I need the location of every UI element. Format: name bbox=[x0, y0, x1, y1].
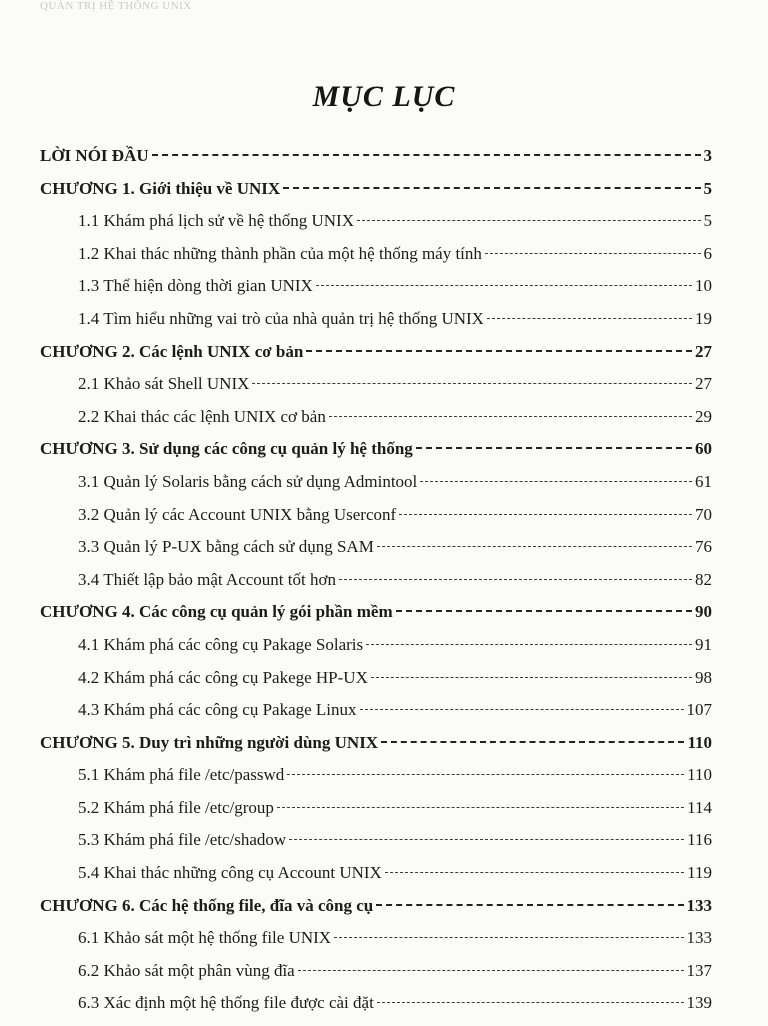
toc-leader-line bbox=[371, 677, 692, 678]
toc-entry-label: CHƯƠNG 4. Các công cụ quản lý gói phần mềm bbox=[40, 602, 393, 622]
toc-section-row bbox=[40, 570, 712, 603]
table-of-contents bbox=[40, 146, 712, 1026]
toc-section-row bbox=[40, 374, 712, 407]
toc-entry-label: CHƯƠNG 5. Duy trì những người dùng UNIX bbox=[40, 732, 379, 752]
toc-entry-label: 4.2 Khám phá các công cụ Pakege HP-UX bbox=[78, 667, 368, 687]
toc-section-row bbox=[40, 635, 712, 668]
toc-entry-label: 6.2 Khảo sát một phân vùng đĩa bbox=[78, 960, 295, 980]
toc-leader-line bbox=[252, 383, 692, 384]
toc-leader-line bbox=[377, 1002, 684, 1003]
toc-page-number: 107 bbox=[686, 700, 712, 720]
toc-leader-line bbox=[306, 350, 692, 352]
toc-leader-line bbox=[329, 416, 692, 417]
toc-section-row bbox=[40, 668, 712, 701]
toc-leader-line bbox=[376, 904, 683, 906]
toc-leader-line bbox=[298, 970, 684, 971]
toc-entry-label: 1.2 Khai thác những thành phần của một hệ thống máy tính bbox=[78, 243, 482, 263]
toc-entry-label: 3.4 Thiết lập bảo mật Account tốt hơn bbox=[78, 569, 336, 589]
toc-entry-label: 3.3 Quản lý P-UX bằng cách sử dụng SAM bbox=[78, 537, 374, 557]
toc-page-number: 27 bbox=[695, 374, 712, 394]
page-title: MỤC LỤC bbox=[312, 80, 456, 113]
toc-chapter-row bbox=[40, 179, 712, 212]
toc-leader-line bbox=[357, 220, 701, 221]
toc-leader-line bbox=[485, 253, 701, 254]
toc-section-row bbox=[40, 309, 712, 342]
toc-section-row bbox=[40, 472, 712, 505]
toc-page-number: 116 bbox=[687, 830, 712, 850]
toc-page-number: 133 bbox=[686, 895, 712, 915]
toc-page-number: 110 bbox=[687, 765, 712, 785]
toc-entry-label: CHƯƠNG 6. Các hệ thống file, đĩa và công cụ bbox=[40, 895, 374, 915]
toc-leader-line bbox=[487, 318, 692, 319]
toc-section-row bbox=[40, 928, 712, 961]
toc-page-number: 119 bbox=[687, 863, 712, 883]
toc-section-row bbox=[40, 993, 712, 1026]
toc-section-row bbox=[40, 863, 712, 896]
toc-leader-line bbox=[316, 285, 692, 286]
toc-leader-line bbox=[283, 187, 700, 189]
toc-page-number: 5 bbox=[703, 178, 712, 198]
toc-page-number: 139 bbox=[686, 993, 712, 1013]
toc-leader-line bbox=[396, 610, 692, 612]
toc-page-number: 29 bbox=[695, 406, 712, 426]
toc-leader-line bbox=[420, 481, 692, 482]
toc-entry-label: 2.1 Khảo sát Shell UNIX bbox=[78, 374, 250, 394]
toc-leader-line bbox=[385, 872, 684, 873]
toc-leader-line bbox=[399, 514, 692, 515]
toc-page-number: 137 bbox=[686, 960, 712, 980]
toc-entry-label: 4.3 Khám phá các công cụ Pakage Linux bbox=[78, 700, 357, 720]
toc-entry-label: 5.1 Khám phá file /etc/passwd bbox=[78, 765, 285, 785]
toc-section-row bbox=[40, 505, 712, 538]
toc-entry-label: CHƯƠNG 1. Giới thiệu về UNIX bbox=[40, 178, 281, 198]
toc-entry-label: 2.2 Khai thác các lệnh UNIX cơ bản bbox=[78, 406, 326, 426]
toc-section-row bbox=[40, 765, 712, 798]
toc-section-row bbox=[40, 211, 712, 244]
toc-entry-label: 3.1 Quản lý Solaris bằng cách sử dụng Admintool bbox=[78, 471, 418, 491]
toc-chapter-row bbox=[40, 342, 712, 375]
toc-section-row bbox=[40, 537, 712, 570]
toc-entry-label: LỜI NÓI ĐẦU bbox=[40, 146, 149, 165]
toc-page-number: 110 bbox=[687, 732, 712, 752]
toc-leader-line bbox=[289, 839, 684, 840]
toc-leader-line bbox=[277, 807, 684, 808]
toc-chapter-row bbox=[40, 896, 712, 929]
toc-entry-label: 1.1 Khám phá lịch sử về hệ thống UNIX bbox=[78, 211, 354, 231]
toc-page-number: 60 bbox=[695, 439, 712, 459]
toc-section-row bbox=[40, 798, 712, 831]
toc-entry-label: 1.3 Thể hiện dòng thời gian UNIX bbox=[78, 276, 313, 296]
toc-page-number: 98 bbox=[695, 667, 712, 687]
toc-leader-line bbox=[377, 546, 692, 547]
toc-entry-label: 3.2 Quản lý các Account UNIX bằng Userconf bbox=[78, 504, 397, 524]
toc-page-number: 82 bbox=[695, 569, 712, 589]
toc-section-row bbox=[40, 961, 712, 994]
toc-page-number: 10 bbox=[695, 276, 712, 296]
toc-section-row bbox=[40, 700, 712, 733]
toc-leader-line bbox=[381, 741, 684, 743]
toc-entry-label: 1.4 Tìm hiểu những vai trò của nhà quản trị hệ thống UNIX bbox=[78, 308, 484, 328]
toc-page-number: 114 bbox=[687, 797, 712, 817]
toc-leader-line bbox=[287, 774, 684, 775]
toc-leader-line bbox=[360, 709, 684, 710]
toc-leader-line bbox=[334, 937, 683, 938]
toc-section-row bbox=[40, 407, 712, 440]
toc-section-row bbox=[40, 830, 712, 863]
toc-entry-label: 5.2 Khám phá file /etc/group bbox=[78, 797, 274, 817]
toc-leader-line bbox=[339, 579, 692, 580]
toc-page-number: 27 bbox=[695, 341, 712, 361]
toc-entry-label: CHƯƠNG 2. Các lệnh UNIX cơ bản bbox=[40, 341, 304, 361]
toc-page-number: 76 bbox=[695, 537, 712, 557]
toc-page-number: 5 bbox=[703, 211, 712, 231]
toc-page-number: 133 bbox=[686, 928, 712, 948]
toc-section-row bbox=[40, 276, 712, 309]
toc-entry-label: 4.1 Khám phá các công cụ Pakage Solaris bbox=[78, 634, 364, 654]
toc-leader-line bbox=[416, 447, 692, 449]
toc-chapter-row bbox=[40, 439, 712, 472]
toc-page-number: 90 bbox=[695, 602, 712, 622]
toc-entry-label: 6.1 Khảo sát một hệ thống file UNIX bbox=[78, 928, 332, 948]
toc-chapter-row bbox=[40, 146, 712, 179]
toc-entry-label: 5.3 Khám phá file /etc/shadow bbox=[78, 830, 287, 850]
toc-page-number: 61 bbox=[695, 471, 712, 491]
toc-leader-line bbox=[152, 154, 701, 156]
toc-entry-label: 6.3 Xác định một hệ thống file được cài đặt bbox=[78, 993, 374, 1013]
toc-page-number: 6 bbox=[703, 243, 712, 263]
toc-page-number: 19 bbox=[695, 308, 712, 328]
toc-page-number: 70 bbox=[695, 504, 712, 524]
toc-chapter-row bbox=[40, 733, 712, 766]
toc-leader-line bbox=[366, 644, 692, 645]
toc-entry-label: CHƯƠNG 3. Sử dụng các công cụ quản lý hệ thống bbox=[40, 439, 413, 459]
toc-chapter-row bbox=[40, 602, 712, 635]
running-head: QUẢN TRỊ HỆ THỐNG UNIX bbox=[40, 0, 192, 12]
toc-entry-label: 5.4 Khai thác những công cụ Account UNIX bbox=[78, 863, 382, 883]
toc-page-number: 3 bbox=[703, 146, 712, 165]
toc-section-row bbox=[40, 244, 712, 277]
toc-page-number: 91 bbox=[695, 634, 712, 654]
